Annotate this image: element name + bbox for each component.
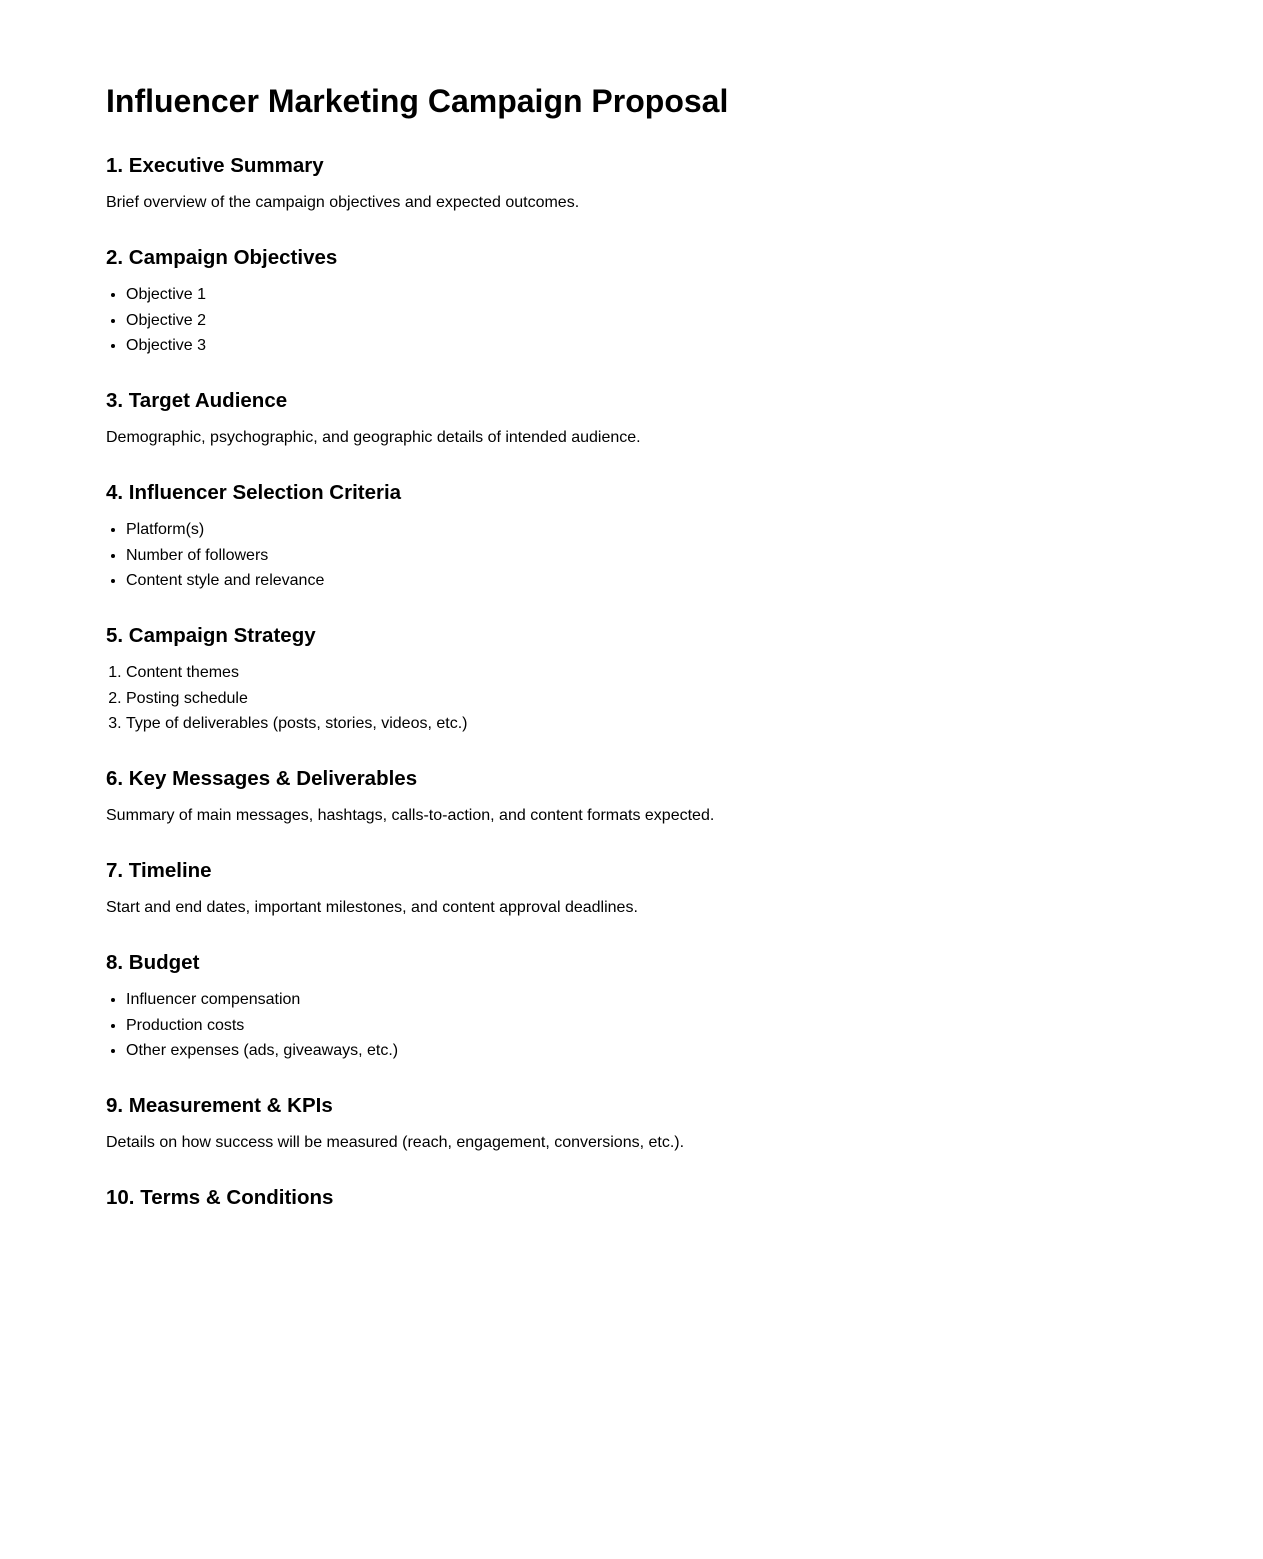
section-measurement-kpis xyxy=(106,1094,1156,1152)
list-item: • Influencer compensation xyxy=(126,991,1156,1009)
list-item: • Platform(s) xyxy=(126,521,1156,539)
section-campaign-strategy xyxy=(106,624,1156,733)
bullet-list xyxy=(106,286,1156,355)
document-title: Influencer Marketing Campaign Proposal xyxy=(106,83,729,119)
section-heading: 6. Key Messages & Deliverables xyxy=(106,767,418,790)
section-campaign-objectives xyxy=(106,246,1156,355)
section-paragraph: Summary of main messages, hashtags, calls-to-action, and content formats expected. xyxy=(106,807,715,824)
section-terms-conditions xyxy=(106,1186,1156,1210)
section-heading: 3. Target Audience xyxy=(106,389,288,412)
section-heading: 4. Influencer Selection Criteria xyxy=(106,481,402,504)
section-heading: 8. Budget xyxy=(106,951,200,974)
list-item: 1. Content themes xyxy=(126,664,1156,682)
list-item: • Objective 2 xyxy=(126,312,1156,330)
section-paragraph: Start and end dates, important milestones, and content approval deadlines. xyxy=(106,899,638,916)
section-budget xyxy=(106,951,1156,1060)
section-paragraph: Demographic, psychographic, and geographic details of intended audience. xyxy=(106,429,641,446)
list-item: • Production costs xyxy=(126,1017,1156,1035)
list-item: 2. Posting schedule xyxy=(126,690,1156,708)
section-heading: 2. Campaign Objectives xyxy=(106,246,338,269)
section-paragraph: Details on how success will be measured (reach, engagement, conversions, etc.). xyxy=(106,1134,685,1151)
numbered-list xyxy=(106,664,1156,733)
list-item: • Number of followers xyxy=(126,547,1156,565)
list-item: • Objective 1 xyxy=(126,286,1156,304)
section-influencer-selection-criteria xyxy=(106,481,1156,590)
bullet-list xyxy=(106,521,1156,590)
section-key-messages-deliverables xyxy=(106,767,1156,825)
section-heading: 5. Campaign Strategy xyxy=(106,624,316,647)
list-item: • Objective 3 xyxy=(126,337,1156,355)
section-heading: 9. Measurement & KPIs xyxy=(106,1094,333,1117)
section-paragraph: Brief overview of the campaign objectives and expected outcomes. xyxy=(106,194,580,211)
section-heading: 10. Terms & Conditions xyxy=(106,1186,334,1209)
list-item: 3. Type of deliverables (posts, stories, videos, etc.) xyxy=(126,715,1156,733)
section-heading: 7. Timeline xyxy=(106,859,212,882)
section-executive-summary xyxy=(106,154,1156,212)
section-target-audience xyxy=(106,389,1156,447)
bullet-list xyxy=(106,991,1156,1060)
section-timeline xyxy=(106,859,1156,917)
list-item: • Other expenses (ads, giveaways, etc.) xyxy=(126,1042,1156,1060)
list-item: • Content style and relevance xyxy=(126,572,1156,590)
section-heading: 1. Executive Summary xyxy=(106,154,324,177)
